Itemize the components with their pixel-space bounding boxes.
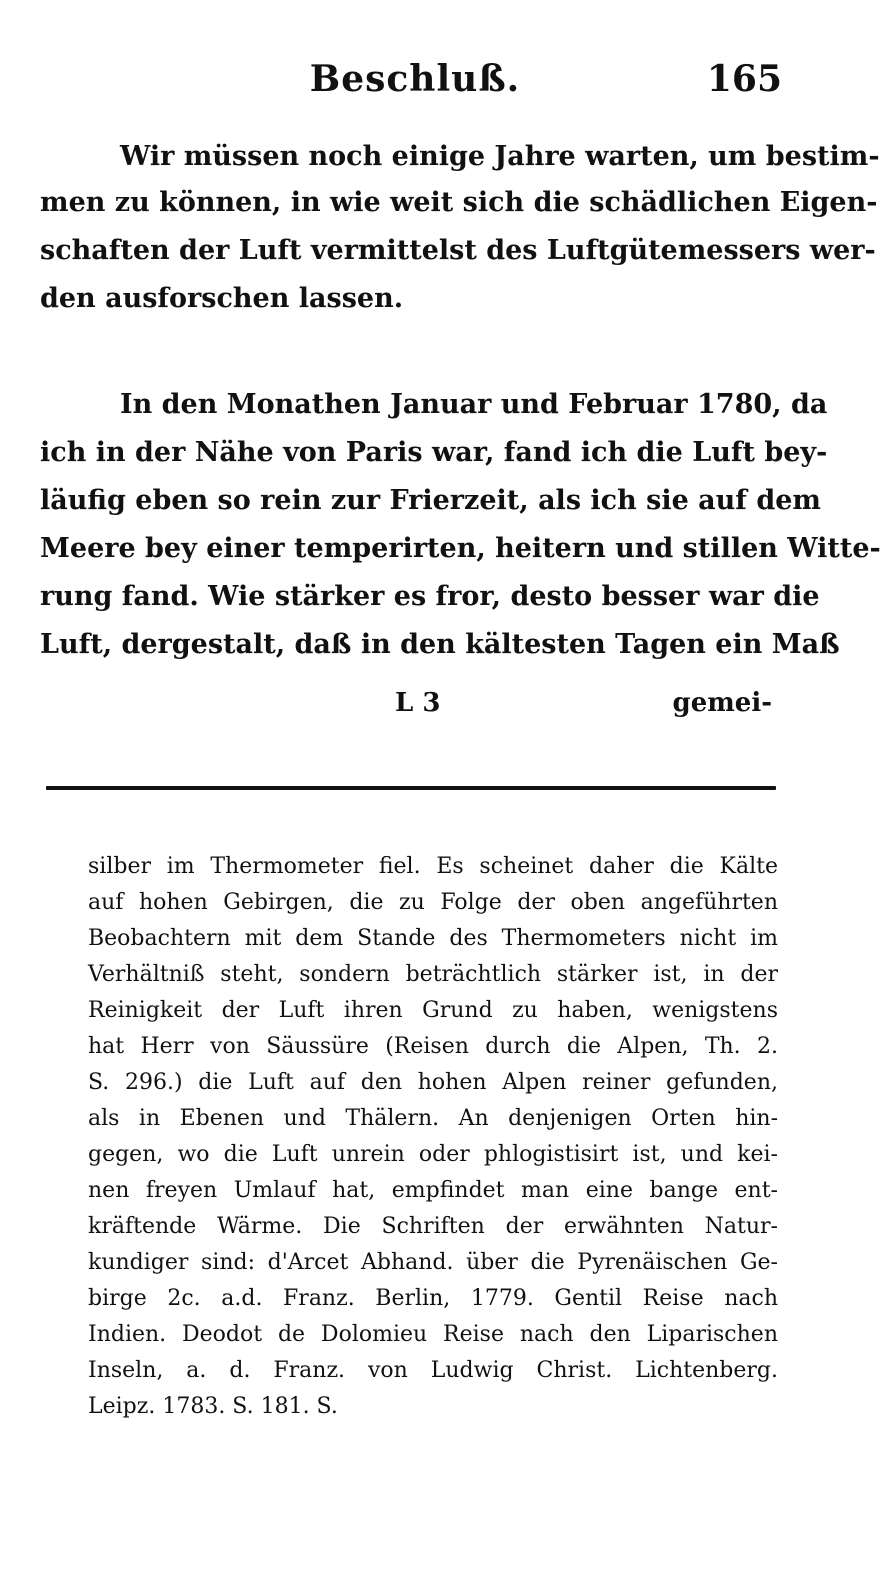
- footnote-line: auf hohen Gebirgen, die zu Folge der oben angeführten: [88, 890, 778, 915]
- text-line: den ausforschen lassen.: [40, 283, 404, 314]
- footnote-line: silber im Thermometer fiel. Es scheinet daher die Kälte: [88, 854, 778, 879]
- text-line: Meere bey einer temperirten, heitern und stillen Witte-: [40, 533, 881, 564]
- footnote-line: S. 296.) die Luft auf den hohen Alpen reiner gefunden,: [88, 1070, 778, 1095]
- text-line: In den Monathen Januar und Februar 1780, da: [120, 389, 828, 420]
- text-line: men zu können, in wie weit sich die schädlichen Eigen-: [40, 187, 878, 218]
- footnote-line: nen freyen Umlauf hat, empfindet man eine bange ent-: [88, 1178, 778, 1203]
- footnote-line: Beobachtern mit dem Stande des Thermometers nicht im: [88, 926, 778, 951]
- footnote-line: birge 2c. a.d. Franz. Berlin, 1779. Gentil Reise nach: [88, 1286, 778, 1311]
- signature-mark: L 3: [395, 688, 441, 718]
- footnote-line: Inseln, a. d. Franz. von Ludwig Christ. Lichtenberg.: [88, 1358, 778, 1383]
- footnote-line: kundiger sind: d'Arcet Abhand. über die Pyrenäischen Ge-: [88, 1250, 778, 1275]
- running-title: Beschluß.: [309, 58, 521, 100]
- footnote-line: als in Ebenen und Thälern. An denjenigen Orten hin-: [88, 1106, 778, 1131]
- footnote-line: kräftende Wärme. Die Schriften der erwähnten Natur-: [88, 1214, 778, 1239]
- footnote-line: Leipz. 1783. S. 181. S.: [88, 1394, 338, 1419]
- footnote-line: hat Herr von Säussüre (Reisen durch die Alpen, Th. 2.: [88, 1034, 778, 1059]
- text-line: ich in der Nähe von Paris war, fand ich die Luft bey-: [40, 437, 828, 468]
- text-line: läufig eben so rein zur Frierzeit, als ich sie auf dem: [40, 485, 821, 516]
- footnote-line: gegen, wo die Luft unrein oder phlogistisirt ist, und kei-: [88, 1142, 778, 1167]
- catchword: gemei-: [672, 688, 772, 718]
- footnote-line: Verhältniß steht, sondern beträchtlich stärker ist, in der: [88, 962, 778, 987]
- text-line: Wir müssen noch einige Jahre warten, um bestim-: [120, 141, 880, 172]
- text-line: Luft, dergestalt, daß in den kältesten Tagen ein Maß: [40, 629, 840, 660]
- text-line: rung fand. Wie stärker es fror, desto besser war die: [40, 581, 820, 612]
- footnote-line: Reinigkeit der Luft ihren Grund zu haben, wenigstens: [88, 998, 778, 1023]
- page-number: 165: [706, 58, 782, 100]
- signature-line: [40, 688, 790, 718]
- footnote-rule: [46, 786, 776, 790]
- footnote-line: Indien. Deodot de Dolomieu Reise nach den Liparischen: [88, 1322, 778, 1347]
- text-line: schaften der Luft vermittelst des Luftgütemessers wer-: [40, 235, 876, 266]
